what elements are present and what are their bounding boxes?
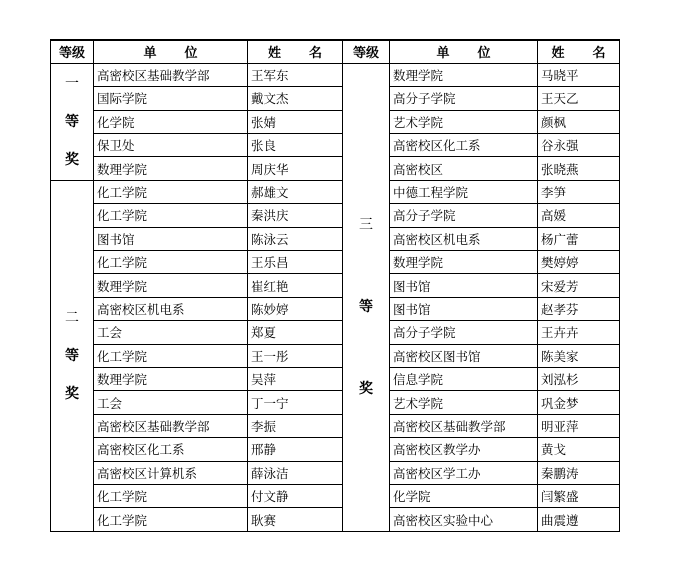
table-row (51, 367, 620, 390)
table-row (51, 297, 620, 320)
unit-cell: 高密校区化工系 (94, 438, 248, 461)
name-cell: 薛泳洁 (248, 461, 343, 484)
award-level-1 (51, 63, 94, 180)
award-level-char: 等 (359, 298, 373, 315)
name-cell: 曲震遵 (538, 508, 620, 531)
unit-cell: 化工学院 (94, 180, 248, 203)
name-cell: 明亚萍 (538, 414, 620, 437)
unit-cell: 高密校区基础教学部 (94, 414, 248, 437)
award-level-char: 等 (65, 113, 79, 130)
name-cell: 高媛 (538, 204, 620, 227)
name-cell: 樊婷婷 (538, 251, 620, 274)
name-cell: 陈美家 (538, 344, 620, 367)
name-cell: 戴文杰 (248, 87, 343, 110)
unit-cell: 高分子学院 (390, 87, 538, 110)
unit-cell: 艺术学院 (390, 110, 538, 133)
header-name-left: 姓 名 (248, 40, 343, 63)
name-cell: 李笋 (538, 180, 620, 203)
table-row (51, 484, 620, 507)
table-row (51, 157, 620, 180)
table-row (51, 251, 620, 274)
table-row (51, 134, 620, 157)
header-level-left: 等级 (51, 40, 94, 63)
unit-cell: 高密校区机电系 (94, 297, 248, 320)
name-cell: 刘泓杉 (538, 367, 620, 390)
unit-cell: 图书馆 (390, 274, 538, 297)
unit-cell: 保卫处 (94, 134, 248, 157)
unit-cell: 化工学院 (94, 344, 248, 367)
name-cell: 马晓平 (538, 63, 620, 86)
name-cell: 耿赛 (248, 508, 343, 531)
name-cell: 张婧 (248, 110, 343, 133)
name-cell: 周庆华 (248, 157, 343, 180)
unit-cell: 中德工程学院 (390, 180, 538, 203)
award-level-char: 三 (359, 216, 373, 233)
unit-cell: 高分子学院 (390, 321, 538, 344)
name-cell: 宋爱芳 (538, 274, 620, 297)
name-cell: 李振 (248, 414, 343, 437)
table-body (51, 63, 620, 531)
name-cell: 黄戈 (538, 438, 620, 461)
unit-cell: 化工学院 (94, 251, 248, 274)
unit-cell: 化工学院 (94, 508, 248, 531)
table-row (51, 110, 620, 133)
name-cell: 王天乙 (538, 87, 620, 110)
name-cell: 崔红艳 (248, 274, 343, 297)
name-cell: 闫繁盛 (538, 484, 620, 507)
table-row (51, 87, 620, 110)
table-row (51, 438, 620, 461)
table-row (51, 227, 620, 250)
header-unit-left: 单 位 (94, 40, 248, 63)
table-row (51, 414, 620, 437)
awards-table (50, 39, 620, 532)
unit-cell: 数理学院 (390, 251, 538, 274)
name-cell: 杨广蕾 (538, 227, 620, 250)
name-cell: 王军东 (248, 63, 343, 86)
award-level-char: 奖 (65, 151, 79, 168)
name-cell: 陈泳云 (248, 227, 343, 250)
unit-cell: 高密校区实验中心 (390, 508, 538, 531)
header-level-right: 等级 (343, 40, 390, 63)
name-cell: 郝雄文 (248, 180, 343, 203)
name-cell: 谷永强 (538, 134, 620, 157)
name-cell: 赵孝芬 (538, 297, 620, 320)
name-cell: 付文静 (248, 484, 343, 507)
unit-cell: 高密校区教学办 (390, 438, 538, 461)
name-cell: 秦鹏涛 (538, 461, 620, 484)
table-row (51, 391, 620, 414)
table-row (51, 461, 620, 484)
unit-cell: 艺术学院 (390, 391, 538, 414)
unit-cell: 高密校区学工办 (390, 461, 538, 484)
unit-cell: 化工学院 (94, 204, 248, 227)
table-row (51, 180, 620, 203)
table-row (51, 508, 620, 531)
unit-cell: 高密校区基础教学部 (390, 414, 538, 437)
name-cell: 王乐昌 (248, 251, 343, 274)
award-level-3 (343, 63, 390, 531)
unit-cell: 高密校区计算机系 (94, 461, 248, 484)
unit-cell: 图书馆 (94, 227, 248, 250)
name-cell: 郑夏 (248, 321, 343, 344)
name-cell: 张良 (248, 134, 343, 157)
unit-cell: 数理学院 (94, 274, 248, 297)
header-unit-right: 单 位 (390, 40, 538, 63)
award-level-char: 一 (65, 75, 79, 92)
unit-cell: 高密校区 (390, 157, 538, 180)
unit-cell: 高密校区基础教学部 (94, 63, 248, 86)
unit-cell: 化学院 (390, 484, 538, 507)
unit-cell: 工会 (94, 391, 248, 414)
name-cell: 丁一宁 (248, 391, 343, 414)
award-level-char: 奖 (65, 385, 79, 402)
unit-cell: 化工学院 (94, 484, 248, 507)
unit-cell: 高分子学院 (390, 204, 538, 227)
unit-cell: 工会 (94, 321, 248, 344)
header-row (51, 40, 620, 63)
unit-cell: 数理学院 (94, 157, 248, 180)
name-cell: 陈妙婷 (248, 297, 343, 320)
name-cell: 巩金梦 (538, 391, 620, 414)
unit-cell: 高密校区图书馆 (390, 344, 538, 367)
unit-cell: 高密校区机电系 (390, 227, 538, 250)
name-cell: 颜枫 (538, 110, 620, 133)
table-row (51, 321, 620, 344)
unit-cell: 数理学院 (94, 367, 248, 390)
table-row (51, 63, 620, 86)
name-cell: 张晓燕 (538, 157, 620, 180)
award-level-char: 奖 (359, 380, 373, 397)
name-cell: 秦洪庆 (248, 204, 343, 227)
name-cell: 王卉卉 (538, 321, 620, 344)
name-cell: 吴萍 (248, 367, 343, 390)
header-name-right: 姓 名 (538, 40, 620, 63)
table-row (51, 344, 620, 367)
award-level-2 (51, 180, 94, 531)
table-row (51, 204, 620, 227)
unit-cell: 信息学院 (390, 367, 538, 390)
name-cell: 王一彤 (248, 344, 343, 367)
unit-cell: 国际学院 (94, 87, 248, 110)
table-row (51, 274, 620, 297)
award-level-char: 等 (65, 347, 79, 364)
unit-cell: 图书馆 (390, 297, 538, 320)
award-level-char: 二 (65, 309, 79, 326)
name-cell: 邢静 (248, 438, 343, 461)
unit-cell: 高密校区化工系 (390, 134, 538, 157)
unit-cell: 数理学院 (390, 63, 538, 86)
unit-cell: 化学院 (94, 110, 248, 133)
